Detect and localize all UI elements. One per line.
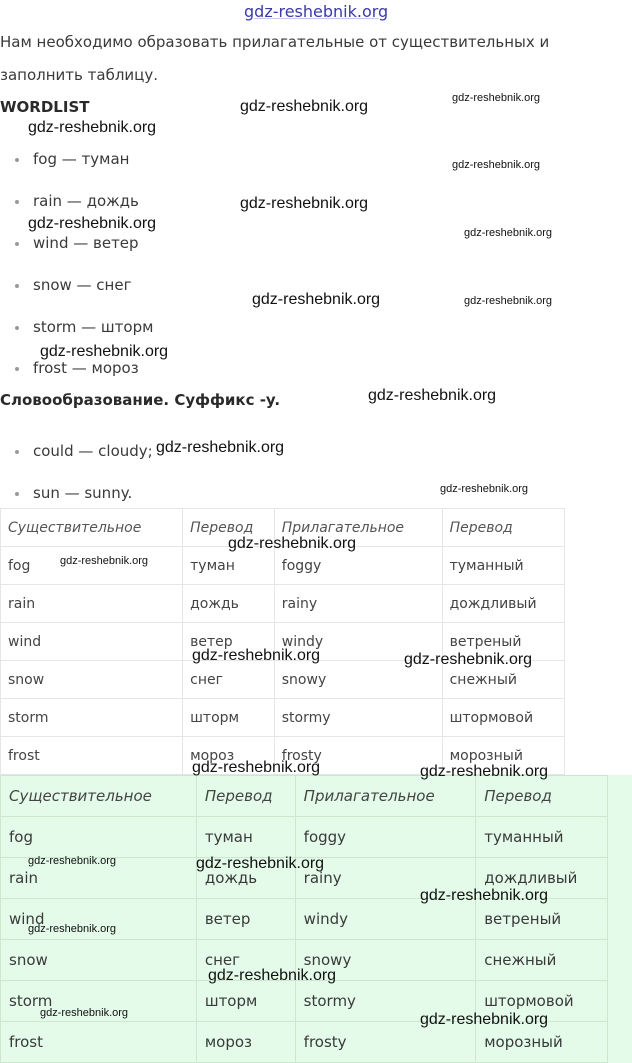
table-cell: snow <box>1 661 183 699</box>
table-cell: frosty <box>274 737 442 775</box>
table-cell: туманный <box>442 547 564 585</box>
table-cell: rainy <box>274 585 442 623</box>
bullet-icon <box>15 492 19 496</box>
watermark-text: gdz-reshebnik.org <box>208 967 337 984</box>
table-header-row <box>1 776 608 817</box>
table-header-cell: Перевод <box>442 509 564 547</box>
table-cell: storm <box>1 699 183 737</box>
table-cell: windy <box>295 899 476 940</box>
bullet-icon <box>15 200 19 204</box>
table-header-cell: Прилагательное <box>274 509 442 547</box>
table-cell: дождливый <box>476 858 608 899</box>
table-cell: stormy <box>295 981 476 1022</box>
watermark-text: gdz-reshebnik.org <box>28 119 157 136</box>
watermark-text: gdz-reshebnik.org <box>192 647 321 664</box>
table-row <box>1 585 565 623</box>
watermark-text: gdz-reshebnik.org <box>28 855 117 867</box>
table-cell: туман <box>196 817 295 858</box>
table-cell: ветер <box>183 623 275 661</box>
suffix-heading: Словообразование. Суффикс -y. <box>0 391 281 409</box>
table-cell: мороз <box>196 1022 295 1063</box>
watermark-text: gdz-reshebnik.org <box>28 215 157 232</box>
table-cell: wind <box>1 899 197 940</box>
table-cell: ветер <box>196 899 295 940</box>
watermark-text: gdz-reshebnik.org <box>452 92 541 104</box>
watermark-text: gdz-reshebnik.org <box>464 295 553 307</box>
table-cell: wind <box>1 623 183 661</box>
table-cell: морозный <box>442 737 564 775</box>
table-cell: frosty <box>295 1022 476 1063</box>
table-cell: снег <box>196 940 295 981</box>
table-header-cell: Перевод <box>196 776 295 817</box>
watermark-text: gdz-reshebnik.org <box>464 227 553 239</box>
table-header-cell: Существительное <box>1 776 197 817</box>
watermark-text: gdz-reshebnik.org <box>420 1011 549 1028</box>
table-cell: шторм <box>196 981 295 1022</box>
intro-text-line-2: заполнить таблицу. <box>0 66 159 84</box>
table-header-cell: Перевод <box>476 776 608 817</box>
watermark-text: gdz-reshebnik.org <box>40 1007 129 1019</box>
bullet-icon <box>15 367 19 371</box>
wordlist-heading: WORDLIST <box>0 98 90 116</box>
table-cell: снег <box>183 661 275 699</box>
table-row <box>1 699 565 737</box>
table-cell: дождливый <box>442 585 564 623</box>
table-cell: rainy <box>295 858 476 899</box>
table-cell: snow <box>1 940 197 981</box>
table-cell: штормовой <box>476 981 608 1022</box>
table-cell: дождь <box>196 858 295 899</box>
table-cell: мороз <box>183 737 275 775</box>
table-cell: снежный <box>442 661 564 699</box>
bullet-icon <box>15 326 19 330</box>
watermark-text: gdz-reshebnik.org <box>40 343 169 360</box>
site-watermark-header: gdz-reshebnik.org <box>244 2 389 21</box>
watermark-text: gdz-reshebnik.org <box>240 195 369 212</box>
table-cell: дождь <box>183 585 275 623</box>
bullet-icon <box>15 284 19 288</box>
watermark-text: gdz-reshebnik.org <box>452 159 541 171</box>
table-cell: storm <box>1 981 197 1022</box>
table-cell: rain <box>1 858 197 899</box>
table-cell: fog <box>1 547 183 585</box>
watermark-text: gdz-reshebnik.org <box>240 98 369 115</box>
bullet-icon <box>15 450 19 454</box>
table-cell: fog <box>1 817 197 858</box>
table-cell: frost <box>1 1022 197 1063</box>
table-cell: снежный <box>476 940 608 981</box>
table-cell: windy <box>274 623 442 661</box>
table-cell: штормовой <box>442 699 564 737</box>
watermark-text: gdz-reshebnik.org <box>28 923 117 935</box>
table-cell: морозный <box>476 1022 608 1063</box>
watermark-text: gdz-reshebnik.org <box>420 763 549 780</box>
table-cell: rain <box>1 585 183 623</box>
table-cell: ветреный <box>442 623 564 661</box>
table-header-cell: Прилагательное <box>295 776 476 817</box>
watermark-text: gdz-reshebnik.org <box>60 555 149 567</box>
watermark-text: gdz-reshebnik.org <box>368 387 497 404</box>
table-header-cell: Перевод <box>183 509 275 547</box>
watermark-text: gdz-reshebnik.org <box>156 439 285 456</box>
watermark-text: gdz-reshebnik.org <box>404 651 533 668</box>
watermark-text: gdz-reshebnik.org <box>228 535 357 552</box>
table-cell: туман <box>183 547 275 585</box>
table-row <box>1 817 608 858</box>
intro-text-line-1: Нам необходимо образовать прилагательные от существительных и <box>0 33 550 51</box>
watermark-text: gdz-reshebnik.org <box>440 483 529 495</box>
watermark-text: gdz-reshebnik.org <box>196 855 325 872</box>
table-header-cell: Существительное <box>1 509 183 547</box>
table-cell: ветреный <box>476 899 608 940</box>
bullet-icon <box>15 242 19 246</box>
watermark-text: gdz-reshebnik.org <box>192 759 321 776</box>
bullet-icon <box>15 158 19 162</box>
table-cell: foggy <box>295 817 476 858</box>
table-cell: snowy <box>274 661 442 699</box>
watermark-text: gdz-reshebnik.org <box>420 887 549 904</box>
table-cell: foggy <box>274 547 442 585</box>
table-cell: stormy <box>274 699 442 737</box>
table-cell: snowy <box>295 940 476 981</box>
table-cell: шторм <box>183 699 275 737</box>
table-cell: туманный <box>476 817 608 858</box>
table-cell: frost <box>1 737 183 775</box>
watermark-text: gdz-reshebnik.org <box>252 291 381 308</box>
